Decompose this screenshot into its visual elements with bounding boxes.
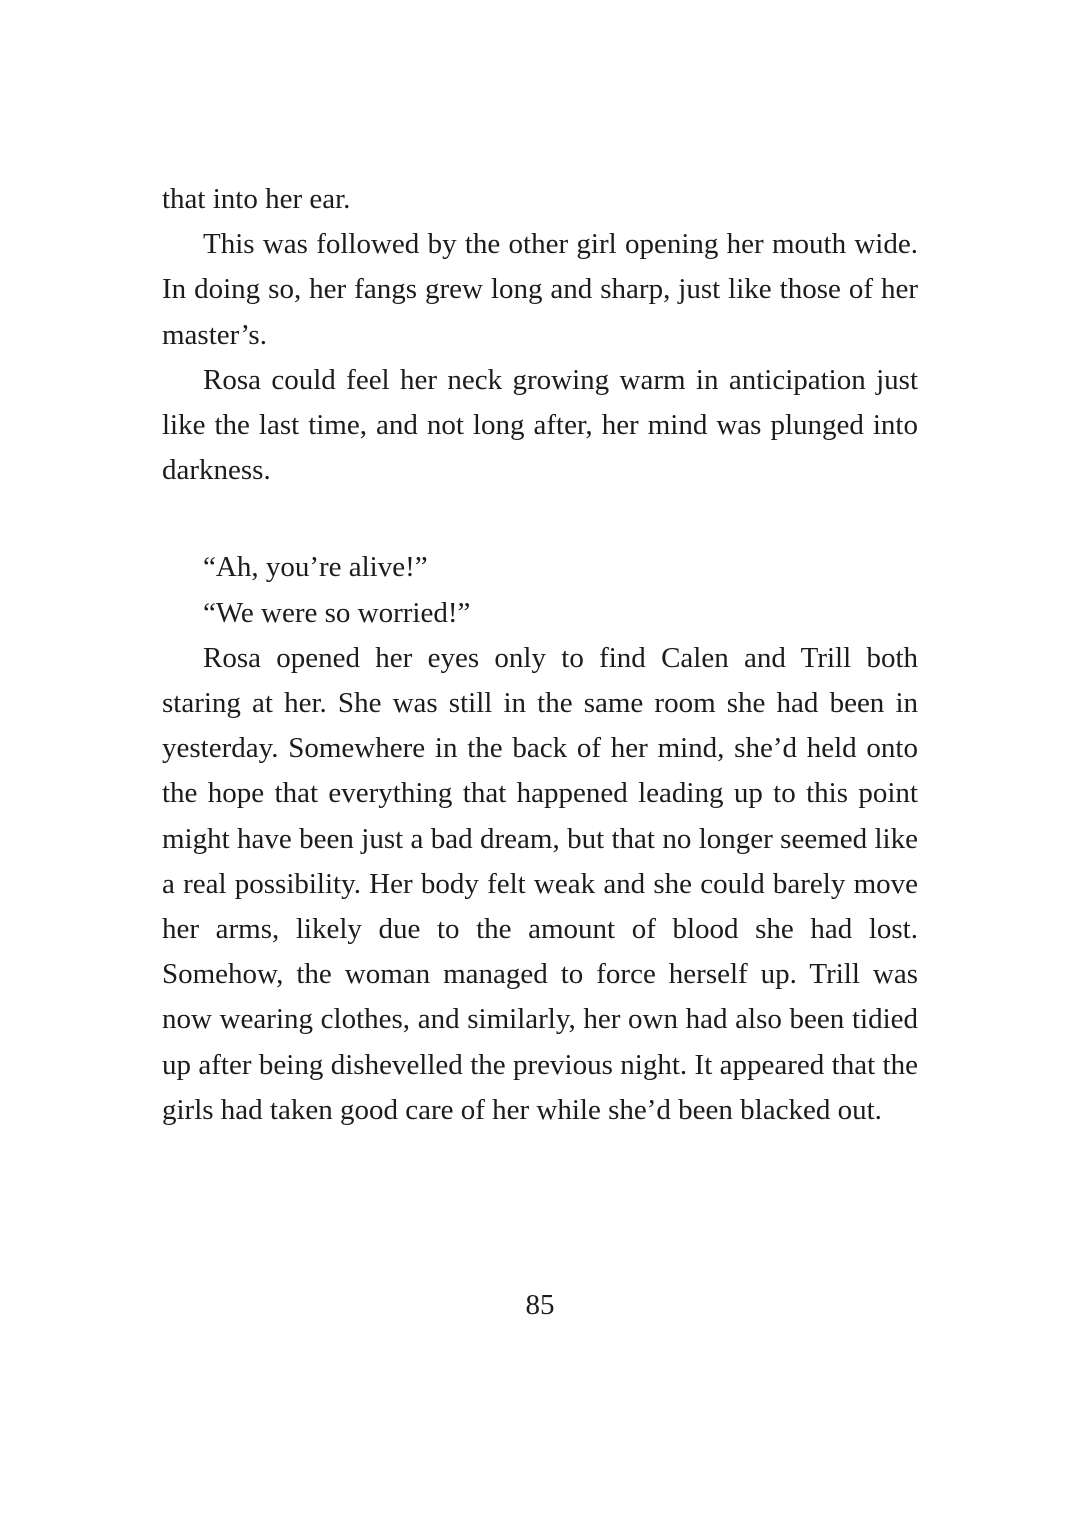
paragraph: Rosa opened her eyes only to find Calen and Trill both staring at her. She was still in the same room she had been in yesterday. Somewhere in the back of her mind, she’d held onto the hope that everything that happened leading up to this point might have been just a bad dream, but that no longer seemed like a real possibility. Her body felt weak and she could barely move her arms, likely due to the amount of blood she had lost. Somehow, the woman managed to force herself up. Trill was now wearing clothes, and similarly, her own had also been tidied up after being dishevelled the previous night. It appeared that the girls had taken good care of her while she’d been blacked out. — [162, 641, 918, 1126]
paragraph: This was followed by the other girl opening her mouth wide. In doing so, her fangs grew long and sharp, just like those of her master’s. — [162, 228, 918, 351]
dialogue-line: “Ah, you’re alive!” — [203, 551, 428, 584]
paragraph-continuation: that into her ear. — [162, 183, 351, 215]
page-body — [162, 177, 918, 1133]
dialogue-line: “We were so worried!” — [203, 596, 471, 629]
page-number: 85 — [525, 1289, 555, 1321]
scene-break — [162, 493, 918, 545]
paragraph: Rosa could feel her neck growing warm in anticipation just like the last time, and not long after, her mind was plunged into darkness. — [162, 363, 918, 487]
